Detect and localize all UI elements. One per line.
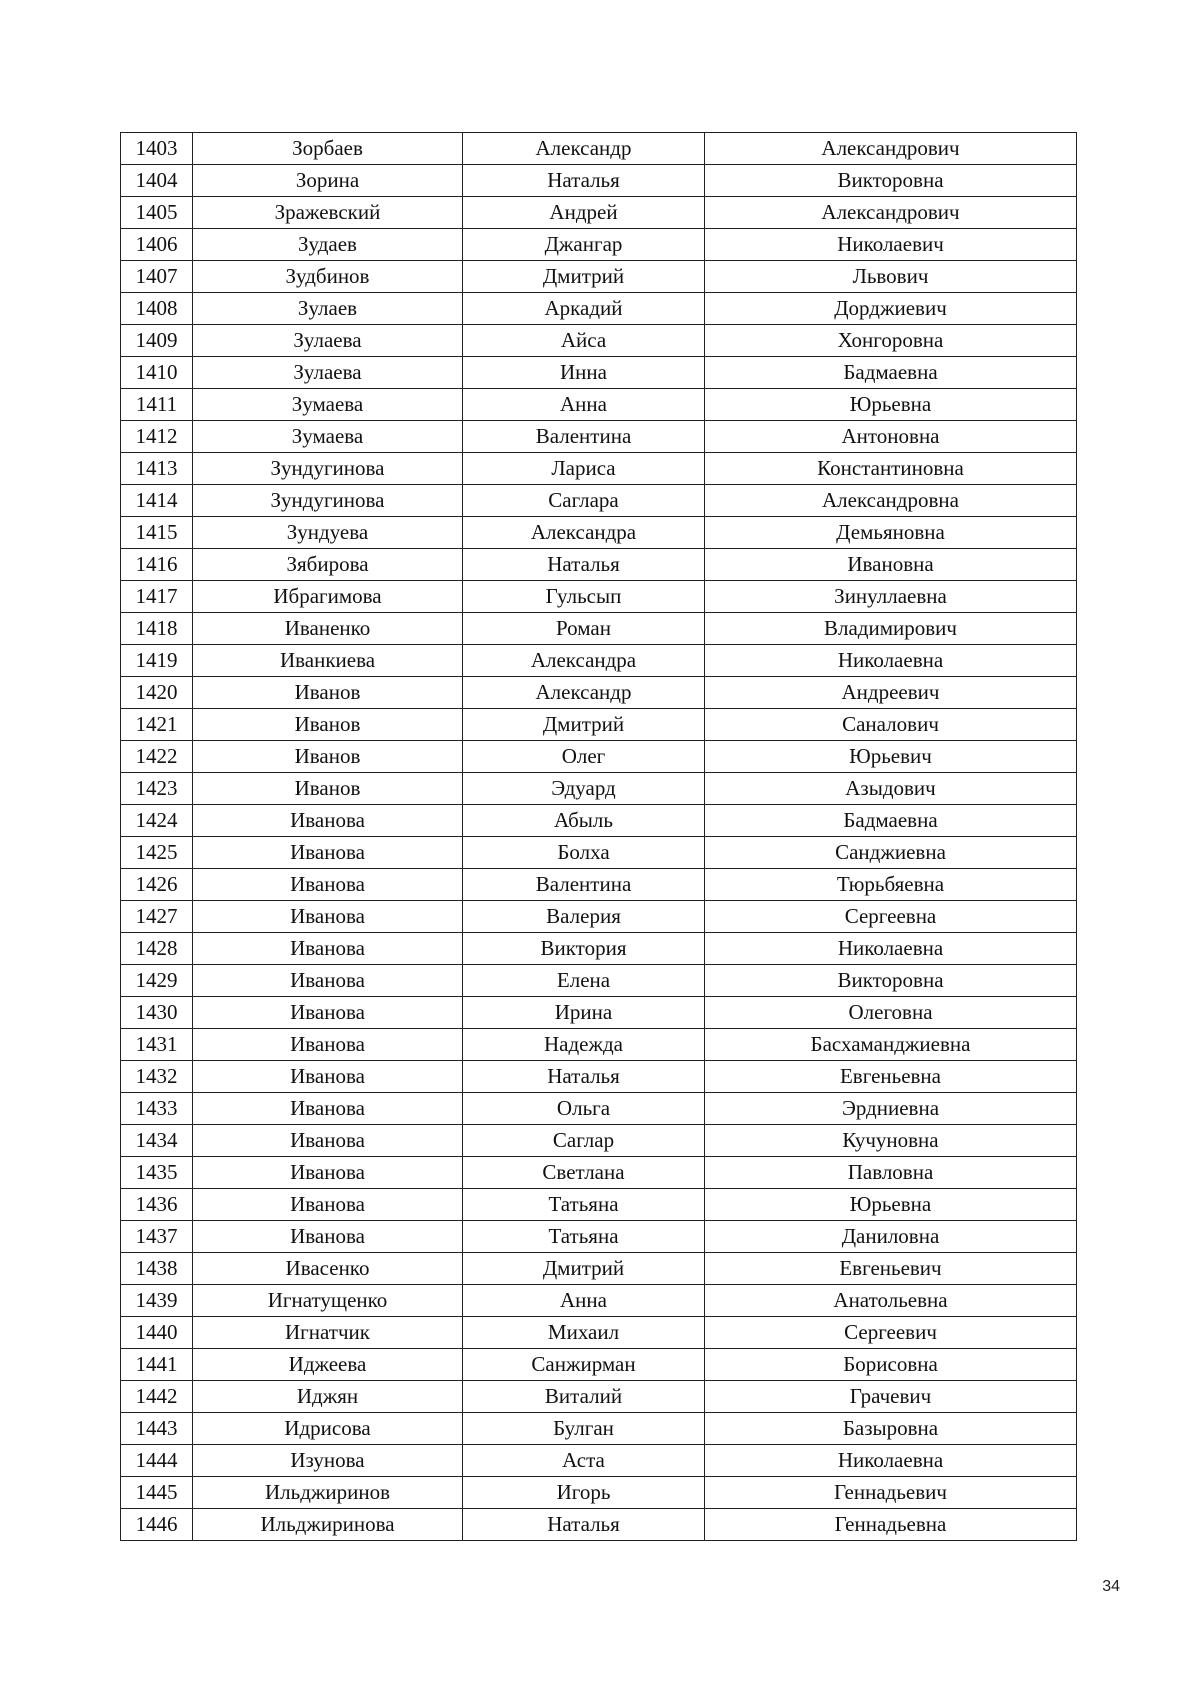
- patronymic-cell: Константиновна: [705, 453, 1077, 485]
- first-name-cell: Анна: [463, 389, 705, 421]
- table-row: [121, 1125, 1077, 1157]
- table-row: [121, 1445, 1077, 1477]
- row-number-cell: 1411: [121, 389, 193, 421]
- last-name-cell: Зундуева: [193, 517, 463, 549]
- table-row: [121, 677, 1077, 709]
- last-name-cell: Иванова: [193, 1189, 463, 1221]
- patronymic-cell: Тюрьбяевна: [705, 869, 1077, 901]
- table-row: [121, 1317, 1077, 1349]
- first-name-cell: Абыль: [463, 805, 705, 837]
- patronymic-cell: Геннадьевич: [705, 1477, 1077, 1509]
- last-name-cell: Зумаева: [193, 389, 463, 421]
- last-name-cell: Ивасенко: [193, 1253, 463, 1285]
- row-number-cell: 1446: [121, 1509, 193, 1541]
- table-row: [121, 325, 1077, 357]
- row-number-cell: 1436: [121, 1189, 193, 1221]
- row-number-cell: 1430: [121, 997, 193, 1029]
- patronymic-cell: Даниловна: [705, 1221, 1077, 1253]
- names-table: [120, 132, 1077, 1541]
- table-row: [121, 645, 1077, 677]
- patronymic-cell: Бадмаевна: [705, 357, 1077, 389]
- patronymic-cell: Басхаманджиевна: [705, 1029, 1077, 1061]
- patronymic-cell: Азыдович: [705, 773, 1077, 805]
- patronymic-cell: Николаевна: [705, 1445, 1077, 1477]
- first-name-cell: Инна: [463, 357, 705, 389]
- last-name-cell: Иванова: [193, 1029, 463, 1061]
- last-name-cell: Зулаева: [193, 325, 463, 357]
- row-number-cell: 1424: [121, 805, 193, 837]
- patronymic-cell: Олеговна: [705, 997, 1077, 1029]
- row-number-cell: 1405: [121, 197, 193, 229]
- row-number-cell: 1423: [121, 773, 193, 805]
- row-number-cell: 1431: [121, 1029, 193, 1061]
- first-name-cell: Ирина: [463, 997, 705, 1029]
- patronymic-cell: Демьяновна: [705, 517, 1077, 549]
- table-row: [121, 1509, 1077, 1541]
- row-number-cell: 1409: [121, 325, 193, 357]
- first-name-cell: Светлана: [463, 1157, 705, 1189]
- first-name-cell: Елена: [463, 965, 705, 997]
- last-name-cell: Иванов: [193, 741, 463, 773]
- table-row: [121, 1349, 1077, 1381]
- table-row: [121, 261, 1077, 293]
- patronymic-cell: Хонгоровна: [705, 325, 1077, 357]
- last-name-cell: Изунова: [193, 1445, 463, 1477]
- first-name-cell: Эдуард: [463, 773, 705, 805]
- first-name-cell: Татьяна: [463, 1221, 705, 1253]
- first-name-cell: Александра: [463, 517, 705, 549]
- last-name-cell: Иванова: [193, 965, 463, 997]
- last-name-cell: Иванова: [193, 805, 463, 837]
- row-number-cell: 1426: [121, 869, 193, 901]
- last-name-cell: Идрисова: [193, 1413, 463, 1445]
- row-number-cell: 1412: [121, 421, 193, 453]
- first-name-cell: Саглар: [463, 1125, 705, 1157]
- patronymic-cell: Дорджиевич: [705, 293, 1077, 325]
- patronymic-cell: Антоновна: [705, 421, 1077, 453]
- patronymic-cell: Викторовна: [705, 965, 1077, 997]
- patronymic-cell: Бадмаевна: [705, 805, 1077, 837]
- first-name-cell: Валерия: [463, 901, 705, 933]
- last-name-cell: Иванов: [193, 773, 463, 805]
- first-name-cell: Валентина: [463, 421, 705, 453]
- row-number-cell: 1432: [121, 1061, 193, 1093]
- first-name-cell: Наталья: [463, 165, 705, 197]
- row-number-cell: 1427: [121, 901, 193, 933]
- row-number-cell: 1425: [121, 837, 193, 869]
- first-name-cell: Олег: [463, 741, 705, 773]
- patronymic-cell: Николаевна: [705, 645, 1077, 677]
- first-name-cell: Наталья: [463, 549, 705, 581]
- table-row: [121, 549, 1077, 581]
- table-row: [121, 1189, 1077, 1221]
- table-row: [121, 965, 1077, 997]
- first-name-cell: Наталья: [463, 1061, 705, 1093]
- patronymic-cell: Сергеевна: [705, 901, 1077, 933]
- last-name-cell: Иванова: [193, 837, 463, 869]
- patronymic-cell: Базыровна: [705, 1413, 1077, 1445]
- row-number-cell: 1420: [121, 677, 193, 709]
- table-row: [121, 165, 1077, 197]
- table-row: [121, 453, 1077, 485]
- last-name-cell: Ильджиринов: [193, 1477, 463, 1509]
- last-name-cell: Иванова: [193, 1125, 463, 1157]
- row-number-cell: 1410: [121, 357, 193, 389]
- table-row: [121, 581, 1077, 613]
- first-name-cell: Саглара: [463, 485, 705, 517]
- last-name-cell: Игнатущенко: [193, 1285, 463, 1317]
- table-row: [121, 773, 1077, 805]
- first-name-cell: Роман: [463, 613, 705, 645]
- last-name-cell: Ильджиринова: [193, 1509, 463, 1541]
- table-row: [121, 229, 1077, 261]
- patronymic-cell: Геннадьевна: [705, 1509, 1077, 1541]
- last-name-cell: Зудбинов: [193, 261, 463, 293]
- row-number-cell: 1435: [121, 1157, 193, 1189]
- row-number-cell: 1422: [121, 741, 193, 773]
- last-name-cell: Зулаев: [193, 293, 463, 325]
- last-name-cell: Иванова: [193, 1221, 463, 1253]
- last-name-cell: Иванова: [193, 933, 463, 965]
- last-name-cell: Зундугинова: [193, 453, 463, 485]
- patronymic-cell: Александрович: [705, 133, 1077, 165]
- row-number-cell: 1413: [121, 453, 193, 485]
- table-row: [121, 1029, 1077, 1061]
- patronymic-cell: Юрьевич: [705, 741, 1077, 773]
- table-row: [121, 613, 1077, 645]
- patronymic-cell: Евгеньевна: [705, 1061, 1077, 1093]
- table-row: [121, 1381, 1077, 1413]
- page-number: 34: [1102, 1578, 1120, 1595]
- first-name-cell: Лариса: [463, 453, 705, 485]
- last-name-cell: Зябирова: [193, 549, 463, 581]
- first-name-cell: Джангар: [463, 229, 705, 261]
- patronymic-cell: Юрьевна: [705, 1189, 1077, 1221]
- patronymic-cell: Владимирович: [705, 613, 1077, 645]
- table-row: [121, 293, 1077, 325]
- row-number-cell: 1416: [121, 549, 193, 581]
- last-name-cell: Зундугинова: [193, 485, 463, 517]
- first-name-cell: Ольга: [463, 1093, 705, 1125]
- row-number-cell: 1414: [121, 485, 193, 517]
- row-number-cell: 1415: [121, 517, 193, 549]
- first-name-cell: Айса: [463, 325, 705, 357]
- row-number-cell: 1417: [121, 581, 193, 613]
- table-row: [121, 1157, 1077, 1189]
- row-number-cell: 1438: [121, 1253, 193, 1285]
- table-row: [121, 805, 1077, 837]
- last-name-cell: Иванова: [193, 1157, 463, 1189]
- row-number-cell: 1443: [121, 1413, 193, 1445]
- row-number-cell: 1444: [121, 1445, 193, 1477]
- row-number-cell: 1429: [121, 965, 193, 997]
- last-name-cell: Игнатчик: [193, 1317, 463, 1349]
- first-name-cell: Наталья: [463, 1509, 705, 1541]
- patronymic-cell: Сергеевич: [705, 1317, 1077, 1349]
- table-row: [121, 197, 1077, 229]
- row-number-cell: 1421: [121, 709, 193, 741]
- last-name-cell: Иджеева: [193, 1349, 463, 1381]
- patronymic-cell: Борисовна: [705, 1349, 1077, 1381]
- last-name-cell: Зорина: [193, 165, 463, 197]
- first-name-cell: Санжирман: [463, 1349, 705, 1381]
- first-name-cell: Болха: [463, 837, 705, 869]
- row-number-cell: 1441: [121, 1349, 193, 1381]
- first-name-cell: Аркадий: [463, 293, 705, 325]
- patronymic-cell: Павловна: [705, 1157, 1077, 1189]
- patronymic-cell: Кучуновна: [705, 1125, 1077, 1157]
- last-name-cell: Иваненко: [193, 613, 463, 645]
- first-name-cell: Татьяна: [463, 1189, 705, 1221]
- patronymic-cell: Эрдниевна: [705, 1093, 1077, 1125]
- last-name-cell: Иванов: [193, 677, 463, 709]
- first-name-cell: Дмитрий: [463, 1253, 705, 1285]
- first-name-cell: Александр: [463, 133, 705, 165]
- table-row: [121, 869, 1077, 901]
- last-name-cell: Иджян: [193, 1381, 463, 1413]
- first-name-cell: Надежда: [463, 1029, 705, 1061]
- last-name-cell: Зудаев: [193, 229, 463, 261]
- patronymic-cell: Александрович: [705, 197, 1077, 229]
- row-number-cell: 1439: [121, 1285, 193, 1317]
- row-number-cell: 1442: [121, 1381, 193, 1413]
- last-name-cell: Зулаева: [193, 357, 463, 389]
- patronymic-cell: Андреевич: [705, 677, 1077, 709]
- patronymic-cell: Санджиевна: [705, 837, 1077, 869]
- last-name-cell: Зражевский: [193, 197, 463, 229]
- row-number-cell: 1440: [121, 1317, 193, 1349]
- last-name-cell: Иванова: [193, 901, 463, 933]
- row-number-cell: 1403: [121, 133, 193, 165]
- table-row: [121, 1221, 1077, 1253]
- row-number-cell: 1406: [121, 229, 193, 261]
- patronymic-cell: Николаевич: [705, 229, 1077, 261]
- table-row: [121, 485, 1077, 517]
- table-row: [121, 933, 1077, 965]
- first-name-cell: Аста: [463, 1445, 705, 1477]
- table-row: [121, 1413, 1077, 1445]
- patronymic-cell: Ивановна: [705, 549, 1077, 581]
- patronymic-cell: Викторовна: [705, 165, 1077, 197]
- table-row: [121, 421, 1077, 453]
- last-name-cell: Зумаева: [193, 421, 463, 453]
- table-row: [121, 709, 1077, 741]
- first-name-cell: Михаил: [463, 1317, 705, 1349]
- table-row: [121, 901, 1077, 933]
- first-name-cell: Валентина: [463, 869, 705, 901]
- last-name-cell: Иванова: [193, 1093, 463, 1125]
- last-name-cell: Иванова: [193, 1061, 463, 1093]
- table-row: [121, 1093, 1077, 1125]
- patronymic-cell: Евгеньевич: [705, 1253, 1077, 1285]
- patronymic-cell: Грачевич: [705, 1381, 1077, 1413]
- table-row: [121, 517, 1077, 549]
- first-name-cell: Александра: [463, 645, 705, 677]
- names-table-body: [121, 133, 1077, 1541]
- table-row: [121, 997, 1077, 1029]
- first-name-cell: Булган: [463, 1413, 705, 1445]
- table-row: [121, 357, 1077, 389]
- table-row: [121, 1477, 1077, 1509]
- last-name-cell: Ибрагимова: [193, 581, 463, 613]
- first-name-cell: Дмитрий: [463, 709, 705, 741]
- first-name-cell: Виктория: [463, 933, 705, 965]
- first-name-cell: Виталий: [463, 1381, 705, 1413]
- patronymic-cell: Зинуллаевна: [705, 581, 1077, 613]
- row-number-cell: 1418: [121, 613, 193, 645]
- row-number-cell: 1407: [121, 261, 193, 293]
- last-name-cell: Иванкиева: [193, 645, 463, 677]
- last-name-cell: Иванова: [193, 869, 463, 901]
- patronymic-cell: Львович: [705, 261, 1077, 293]
- row-number-cell: 1437: [121, 1221, 193, 1253]
- last-name-cell: Зорбаев: [193, 133, 463, 165]
- row-number-cell: 1428: [121, 933, 193, 965]
- row-number-cell: 1408: [121, 293, 193, 325]
- first-name-cell: Гульсып: [463, 581, 705, 613]
- last-name-cell: Иванов: [193, 709, 463, 741]
- patronymic-cell: Саналович: [705, 709, 1077, 741]
- row-number-cell: 1419: [121, 645, 193, 677]
- last-name-cell: Иванова: [193, 997, 463, 1029]
- patronymic-cell: Анатольевна: [705, 1285, 1077, 1317]
- row-number-cell: 1445: [121, 1477, 193, 1509]
- table-row: [121, 837, 1077, 869]
- first-name-cell: Игорь: [463, 1477, 705, 1509]
- table-row: [121, 389, 1077, 421]
- table-row: [121, 1285, 1077, 1317]
- table-row: [121, 741, 1077, 773]
- row-number-cell: 1434: [121, 1125, 193, 1157]
- table-row: [121, 1061, 1077, 1093]
- row-number-cell: 1404: [121, 165, 193, 197]
- first-name-cell: Дмитрий: [463, 261, 705, 293]
- first-name-cell: Александр: [463, 677, 705, 709]
- patronymic-cell: Николаевна: [705, 933, 1077, 965]
- first-name-cell: Андрей: [463, 197, 705, 229]
- table-row: [121, 133, 1077, 165]
- row-number-cell: 1433: [121, 1093, 193, 1125]
- table-row: [121, 1253, 1077, 1285]
- first-name-cell: Анна: [463, 1285, 705, 1317]
- patronymic-cell: Александровна: [705, 485, 1077, 517]
- patronymic-cell: Юрьевна: [705, 389, 1077, 421]
